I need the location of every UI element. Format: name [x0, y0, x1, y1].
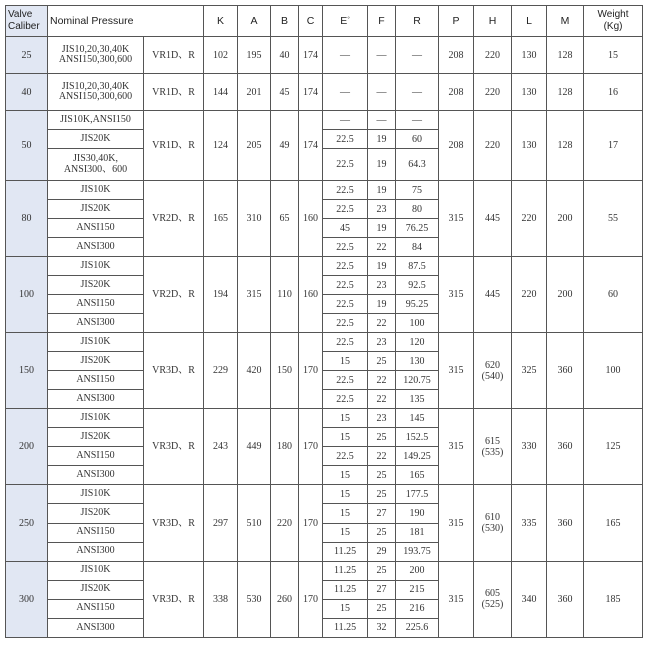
h-value-cell: 605 (525): [474, 561, 512, 637]
model-cell: VR1D、R: [144, 37, 204, 74]
l-value-cell: 335: [512, 485, 547, 561]
weight-value-cell: 55: [584, 181, 643, 257]
l-value-cell: 130: [512, 74, 547, 111]
model-cell: VR3D、R: [144, 561, 204, 637]
r-value-cell: 95.25: [396, 295, 439, 314]
header-h: H: [474, 6, 512, 37]
r-value-cell: 215: [396, 580, 439, 599]
a-value-cell: 530: [238, 561, 271, 637]
f-value-cell: 23: [368, 333, 396, 352]
nominal-pressure-cell: JIS20K: [48, 352, 144, 371]
e-value-cell: 15: [323, 466, 368, 485]
b-value-cell: 110: [271, 257, 299, 333]
m-value-cell: 128: [547, 111, 584, 181]
weight-value-cell: 125: [584, 409, 643, 485]
h-value-cell: 445: [474, 181, 512, 257]
e-value-cell: 22.5: [323, 238, 368, 257]
f-value-cell: 25: [368, 466, 396, 485]
model-cell: VR3D、R: [144, 333, 204, 409]
header-f: F: [368, 6, 396, 37]
e-value-cell: 15: [323, 599, 368, 618]
weight-value-cell: 185: [584, 561, 643, 637]
h-value-cell: 220: [474, 111, 512, 181]
header-e: [323, 6, 368, 37]
weight-value-cell: 17: [584, 111, 643, 181]
weight-value-cell: 60: [584, 257, 643, 333]
valve-caliber-cell: 150: [6, 333, 48, 409]
r-value-cell: 75: [396, 181, 439, 200]
weight-value-cell: 100: [584, 333, 643, 409]
p-value-cell: 208: [439, 37, 474, 74]
p-value-cell: 315: [439, 333, 474, 409]
a-value-cell: 195: [238, 37, 271, 74]
valve-caliber-cell: 300: [6, 561, 48, 637]
r-value-cell: 92.5: [396, 276, 439, 295]
weight-value-cell: 165: [584, 485, 643, 561]
k-value-cell: 165: [204, 181, 238, 257]
r-value-cell: 84: [396, 238, 439, 257]
table-row: [6, 409, 643, 428]
header-a: A: [238, 6, 271, 37]
e-value-cell: 22.5: [323, 257, 368, 276]
r-value-cell: 130: [396, 352, 439, 371]
f-value-cell: 22: [368, 314, 396, 333]
e-value-cell: —: [323, 74, 368, 111]
a-value-cell: 201: [238, 74, 271, 111]
k-value-cell: 144: [204, 74, 238, 111]
e-value-cell: 15: [323, 485, 368, 504]
m-value-cell: 200: [547, 181, 584, 257]
e-value-cell: 11.25: [323, 561, 368, 580]
p-value-cell: 208: [439, 74, 474, 111]
c-value-cell: 174: [299, 111, 323, 181]
nominal-pressure-cell: ANSI150: [48, 295, 144, 314]
b-value-cell: 40: [271, 37, 299, 74]
header-weight-unit: (Kg): [603, 21, 623, 33]
table-row: [6, 74, 643, 111]
e-value-cell: 22.5: [323, 181, 368, 200]
f-value-cell: 25: [368, 352, 396, 371]
r-value-cell: 193.75: [396, 542, 439, 561]
nominal-pressure-cell: JIS10K: [48, 181, 144, 200]
model-cell: VR3D、R: [144, 485, 204, 561]
h-value-cell: 615 (535): [474, 409, 512, 485]
r-value-cell: —: [396, 74, 439, 111]
f-value-cell: 25: [368, 523, 396, 542]
e-value-cell: 15: [323, 523, 368, 542]
c-value-cell: 170: [299, 409, 323, 485]
k-value-cell: 124: [204, 111, 238, 181]
model-cell: VR2D、R: [144, 181, 204, 257]
nominal-pressure-cell: ANSI150: [48, 599, 144, 618]
e-value-cell: 22.5: [323, 314, 368, 333]
p-value-cell: 315: [439, 257, 474, 333]
valve-caliber-cell: 100: [6, 257, 48, 333]
f-value-cell: —: [368, 37, 396, 74]
b-value-cell: 260: [271, 561, 299, 637]
f-value-cell: 22: [368, 371, 396, 390]
valve-caliber-cell: 250: [6, 485, 48, 561]
b-value-cell: 49: [271, 111, 299, 181]
r-value-cell: 120.75: [396, 371, 439, 390]
nominal-pressure-cell: JIS20K: [48, 580, 144, 599]
r-value-cell: 216: [396, 599, 439, 618]
table-row: [6, 111, 643, 130]
r-value-cell: 87.5: [396, 257, 439, 276]
r-value-cell: 145: [396, 409, 439, 428]
a-value-cell: 510: [238, 485, 271, 561]
e-value-cell: —: [323, 111, 368, 130]
f-value-cell: 19: [368, 181, 396, 200]
header-k: K: [204, 6, 238, 37]
f-value-cell: 23: [368, 409, 396, 428]
f-value-cell: 22: [368, 238, 396, 257]
nominal-pressure-cell: ANSI300: [48, 466, 144, 485]
m-value-cell: 360: [547, 409, 584, 485]
l-value-cell: 220: [512, 181, 547, 257]
table-row: [6, 333, 643, 352]
r-value-cell: 135: [396, 390, 439, 409]
e-value-cell: 15: [323, 504, 368, 523]
a-value-cell: 449: [238, 409, 271, 485]
l-value-cell: 340: [512, 561, 547, 637]
nominal-pressure-cell: JIS20K: [48, 130, 144, 149]
nominal-pressure-cell: JIS10K: [48, 409, 144, 428]
f-value-cell: 19: [368, 257, 396, 276]
m-value-cell: 128: [547, 74, 584, 111]
b-value-cell: 150: [271, 333, 299, 409]
nominal-pressure-cell: ANSI300: [48, 618, 144, 637]
e-value-cell: 15: [323, 428, 368, 447]
model-cell: VR3D、R: [144, 409, 204, 485]
r-value-cell: 225.6: [396, 618, 439, 637]
f-value-cell: 19: [368, 295, 396, 314]
k-value-cell: 229: [204, 333, 238, 409]
b-value-cell: 220: [271, 485, 299, 561]
f-value-cell: 32: [368, 618, 396, 637]
header-valve-caliber: Valve Caliber: [6, 6, 48, 37]
valve-dimension-table: [5, 5, 643, 638]
f-value-cell: 25: [368, 561, 396, 580]
nominal-pressure-cell: ANSI300: [48, 390, 144, 409]
nominal-pressure-cell: ANSI150: [48, 447, 144, 466]
r-value-cell: 120: [396, 333, 439, 352]
a-value-cell: 205: [238, 111, 271, 181]
k-value-cell: 338: [204, 561, 238, 637]
b-value-cell: 180: [271, 409, 299, 485]
m-value-cell: 360: [547, 561, 584, 637]
header-nominal-pressure: Nominal Pressure: [48, 6, 204, 37]
h-value-cell: 220: [474, 74, 512, 111]
r-value-cell: 149.25: [396, 447, 439, 466]
e-value-cell: 11.25: [323, 542, 368, 561]
nominal-pressure-cell: ANSI300: [48, 238, 144, 257]
c-value-cell: 160: [299, 181, 323, 257]
header-r: R: [396, 6, 439, 37]
k-value-cell: 194: [204, 257, 238, 333]
f-value-cell: 25: [368, 485, 396, 504]
nominal-pressure-cell: JIS30,40K, ANSI300、600: [48, 149, 144, 181]
table-row: [6, 561, 643, 580]
a-value-cell: 420: [238, 333, 271, 409]
f-value-cell: 25: [368, 599, 396, 618]
table-row: [6, 37, 643, 74]
nominal-pressure-cell: JIS20K: [48, 428, 144, 447]
nominal-pressure-cell: JIS10,20,30,40K ANSI150,300,600: [48, 74, 144, 111]
valve-caliber-cell: 40: [6, 74, 48, 111]
h-value-cell: 220: [474, 37, 512, 74]
header-weight-label: Weight: [597, 9, 629, 21]
b-value-cell: 45: [271, 74, 299, 111]
r-value-cell: 64.3: [396, 149, 439, 181]
weight-value-cell: 16: [584, 74, 643, 111]
nominal-pressure-cell: ANSI150: [48, 371, 144, 390]
p-value-cell: 315: [439, 561, 474, 637]
header-c: C: [299, 6, 323, 37]
r-value-cell: 181: [396, 523, 439, 542]
f-value-cell: 29: [368, 542, 396, 561]
f-value-cell: 23: [368, 276, 396, 295]
nominal-pressure-cell: JIS10K: [48, 333, 144, 352]
e-value-cell: 15: [323, 352, 368, 371]
l-value-cell: 130: [512, 111, 547, 181]
e-value-cell: 22.5: [323, 390, 368, 409]
m-value-cell: 360: [547, 333, 584, 409]
f-value-cell: 19: [368, 219, 396, 238]
r-value-cell: —: [396, 37, 439, 74]
nominal-pressure-cell: JIS10K: [48, 485, 144, 504]
l-value-cell: 130: [512, 37, 547, 74]
weight-value-cell: 15: [584, 37, 643, 74]
f-value-cell: 27: [368, 504, 396, 523]
nominal-pressure-cell: JIS10K,ANSI150: [48, 111, 144, 130]
p-value-cell: 315: [439, 181, 474, 257]
m-value-cell: 128: [547, 37, 584, 74]
table-row: [6, 181, 643, 200]
nominal-pressure-cell: JIS10K: [48, 257, 144, 276]
b-value-cell: 65: [271, 181, 299, 257]
nominal-pressure-cell: ANSI150: [48, 523, 144, 542]
f-value-cell: 19: [368, 130, 396, 149]
e-value-cell: 22.5: [323, 295, 368, 314]
header-e-label: E: [340, 15, 348, 28]
m-value-cell: 200: [547, 257, 584, 333]
a-value-cell: 315: [238, 257, 271, 333]
r-value-cell: 177.5: [396, 485, 439, 504]
l-value-cell: 325: [512, 333, 547, 409]
degree-mark: °: [347, 17, 350, 24]
p-value-cell: 315: [439, 409, 474, 485]
table-row: [6, 257, 643, 276]
k-value-cell: 102: [204, 37, 238, 74]
header-weight: [584, 6, 643, 37]
f-value-cell: 27: [368, 580, 396, 599]
model-cell: VR1D、R: [144, 111, 204, 181]
e-value-cell: 45: [323, 219, 368, 238]
model-cell: VR1D、R: [144, 74, 204, 111]
valve-caliber-cell: 200: [6, 409, 48, 485]
header-row: [6, 6, 643, 37]
valve-caliber-cell: 25: [6, 37, 48, 74]
nominal-pressure-cell: ANSI150: [48, 219, 144, 238]
f-value-cell: 22: [368, 447, 396, 466]
r-value-cell: —: [396, 111, 439, 130]
l-value-cell: 220: [512, 257, 547, 333]
l-value-cell: 330: [512, 409, 547, 485]
r-value-cell: 152.5: [396, 428, 439, 447]
c-value-cell: 174: [299, 37, 323, 74]
e-value-cell: 22.5: [323, 200, 368, 219]
r-value-cell: 80: [396, 200, 439, 219]
header-b: B: [271, 6, 299, 37]
e-value-cell: 22.5: [323, 333, 368, 352]
nominal-pressure-cell: ANSI300: [48, 542, 144, 561]
r-value-cell: 190: [396, 504, 439, 523]
c-value-cell: 170: [299, 333, 323, 409]
e-value-cell: 22.5: [323, 149, 368, 181]
h-value-cell: 610 (530): [474, 485, 512, 561]
model-cell: VR2D、R: [144, 257, 204, 333]
c-value-cell: 174: [299, 74, 323, 111]
h-value-cell: 445: [474, 257, 512, 333]
nominal-pressure-cell: ANSI300: [48, 314, 144, 333]
e-value-cell: 11.25: [323, 618, 368, 637]
e-value-cell: 22.5: [323, 447, 368, 466]
f-value-cell: —: [368, 111, 396, 130]
e-value-cell: 11.25: [323, 580, 368, 599]
h-value-cell: 620 (540): [474, 333, 512, 409]
f-value-cell: 25: [368, 428, 396, 447]
a-value-cell: 310: [238, 181, 271, 257]
c-value-cell: 170: [299, 485, 323, 561]
m-value-cell: 360: [547, 485, 584, 561]
e-value-cell: 22.5: [323, 371, 368, 390]
e-value-cell: 15: [323, 409, 368, 428]
header-p: P: [439, 6, 474, 37]
nominal-pressure-cell: JIS20K: [48, 276, 144, 295]
e-value-cell: 22.5: [323, 130, 368, 149]
r-value-cell: 100: [396, 314, 439, 333]
f-value-cell: 19: [368, 149, 396, 181]
header-l: L: [512, 6, 547, 37]
k-value-cell: 297: [204, 485, 238, 561]
r-value-cell: 200: [396, 561, 439, 580]
e-value-cell: 22.5: [323, 276, 368, 295]
c-value-cell: 160: [299, 257, 323, 333]
f-value-cell: —: [368, 74, 396, 111]
c-value-cell: 170: [299, 561, 323, 637]
e-value-cell: —: [323, 37, 368, 74]
k-value-cell: 243: [204, 409, 238, 485]
r-value-cell: 76.25: [396, 219, 439, 238]
r-value-cell: 60: [396, 130, 439, 149]
nominal-pressure-cell: JIS20K: [48, 504, 144, 523]
nominal-pressure-cell: JIS10,20,30,40K ANSI150,300,600: [48, 37, 144, 74]
r-value-cell: 165: [396, 466, 439, 485]
valve-caliber-cell: 50: [6, 111, 48, 181]
p-value-cell: 315: [439, 485, 474, 561]
table-row: [6, 485, 643, 504]
nominal-pressure-cell: JIS10K: [48, 561, 144, 580]
valve-caliber-cell: 80: [6, 181, 48, 257]
nominal-pressure-cell: JIS20K: [48, 200, 144, 219]
f-value-cell: 22: [368, 390, 396, 409]
f-value-cell: 23: [368, 200, 396, 219]
header-m: M: [547, 6, 584, 37]
p-value-cell: 208: [439, 111, 474, 181]
